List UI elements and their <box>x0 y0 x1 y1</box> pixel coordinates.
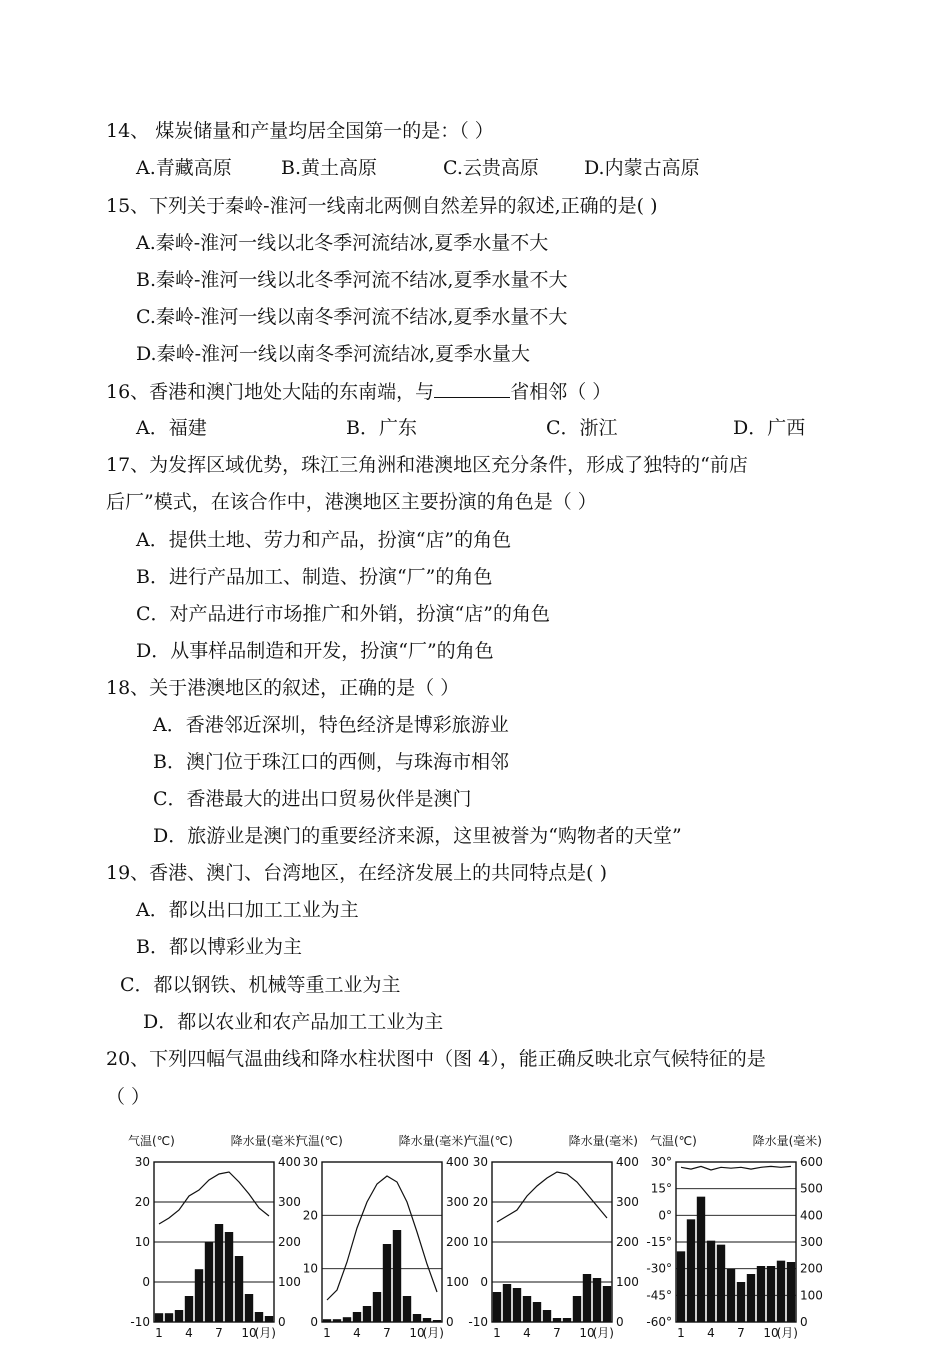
temperature-curve <box>681 1166 791 1170</box>
month-tick-label: 7 <box>737 1326 745 1340</box>
q16-option-d[interactable]: D．广西 <box>733 417 806 439</box>
q15-stem: 15、下列关于秦岭-淮河一线南北两侧自然差异的叙述,正确的是( ) <box>106 195 658 217</box>
precipitation-bar <box>737 1282 745 1322</box>
precipitation-tick-label: 400 <box>616 1155 639 1169</box>
q15-option-d[interactable]: D.秦岭-淮河一线以南冬季河流结冰,夏季水量大 <box>136 343 531 365</box>
precipitation-bar <box>215 1224 223 1322</box>
month-axis-label: (月) <box>776 1326 798 1340</box>
q14-stem: 14、 煤炭储量和产量均居全国第一的是：（ ） <box>106 120 494 142</box>
precipitation-bar <box>493 1292 501 1322</box>
precipitation-tick-label: 200 <box>616 1235 639 1249</box>
temperature-curve <box>159 1172 269 1224</box>
temperature-tick-label: 10 <box>302 1261 318 1276</box>
q16-stem-pre: 16、香港和澳门地处大陆的东南端，与 <box>106 381 435 403</box>
precipitation-tick-label: 200 <box>446 1235 469 1249</box>
precipitation-bar <box>573 1296 581 1322</box>
temperature-tick-label: 10 <box>134 1235 150 1249</box>
month-tick-label: 7 <box>383 1326 391 1340</box>
q19-stem: 19、香港、澳门、台湾地区，在经济发展上的共同特点是( ) <box>106 862 608 884</box>
precipitation-tick-label: 0 <box>800 1315 808 1329</box>
precipitation-bar <box>353 1312 361 1322</box>
q19-option-c[interactable]: C．都以钢铁、机械等重工业为主 <box>120 974 401 996</box>
precipitation-tick-label: 300 <box>446 1195 469 1209</box>
precipitation-bar <box>195 1269 203 1322</box>
temperature-tick-label: 20 <box>302 1208 318 1223</box>
precipitation-bar <box>403 1296 411 1322</box>
temperature-tick-label: 20 <box>472 1195 488 1209</box>
q18-stem: 18、关于港澳地区的叙述，正确的是（ ） <box>106 677 460 699</box>
precipitation-bar <box>543 1310 551 1322</box>
temperature-tick-label: 0 <box>310 1315 318 1329</box>
precipitation-bar <box>265 1316 273 1322</box>
precipitation-bar <box>583 1274 591 1322</box>
q20-stem-line2: （ ） <box>106 1086 151 1108</box>
q15-option-c[interactable]: C.秦岭-淮河一线以南冬季河流不结冰,夏季水量不大 <box>136 306 568 328</box>
q17-option-b[interactable]: B．进行产品加工、制造、扮演“厂”的角色 <box>136 566 493 588</box>
precipitation-tick-label: 200 <box>800 1261 823 1276</box>
precipitation-tick-label: 200 <box>278 1235 301 1249</box>
month-tick-label: 1 <box>493 1326 501 1340</box>
climate-chart-1 <box>128 1133 301 1340</box>
precipitation-tick-label: 300 <box>278 1195 301 1209</box>
precipitation-bar <box>717 1245 725 1322</box>
q18-option-d[interactable]: D．旅游业是澳门的重要经济来源，这里被誉为“购物者的天堂” <box>153 825 682 847</box>
q16-option-b[interactable]: B．广东 <box>346 417 417 439</box>
q14-option-c[interactable]: C.云贵高原 <box>443 157 539 179</box>
climate-chart-4 <box>646 1133 823 1340</box>
month-tick-label: 4 <box>185 1326 193 1340</box>
precipitation-bar <box>185 1296 193 1322</box>
q14-option-d[interactable]: D.内蒙古高原 <box>584 157 700 179</box>
precipitation-bar <box>363 1306 371 1322</box>
temperature-tick-label: -10 <box>468 1315 488 1329</box>
precipitation-bar <box>225 1232 233 1322</box>
precipitation-bar <box>747 1274 755 1322</box>
temperature-curve <box>497 1172 607 1222</box>
q20-stem-line1: 20、下列四幅气温曲线和降水柱状图中（图 4），能正确反映北京气候特征的是 <box>106 1048 766 1070</box>
climate-charts-svg <box>118 1130 828 1340</box>
temperature-tick-label: 30° <box>650 1155 672 1169</box>
precipitation-bar <box>383 1244 391 1322</box>
precipitation-bar <box>787 1262 795 1322</box>
month-tick-label: 7 <box>553 1326 561 1340</box>
plot-frame <box>322 1162 442 1322</box>
precipitation-bar <box>333 1319 341 1322</box>
temperature-tick-label: 30 <box>472 1155 488 1169</box>
precipitation-tick-label: 600 <box>800 1155 823 1169</box>
q19-option-d[interactable]: D．都以农业和农产品加工工业为主 <box>143 1011 444 1033</box>
precipitation-tick-label: 100 <box>800 1288 823 1303</box>
precipitation-bar <box>175 1310 183 1322</box>
precipitation-bar <box>677 1251 685 1322</box>
precipitation-bar <box>235 1256 243 1322</box>
q17-option-c[interactable]: C．对产品进行市场推广和外销，扮演“店”的角色 <box>136 603 550 625</box>
precipitation-tick-label: 300 <box>616 1195 639 1209</box>
precipitation-bar <box>205 1242 213 1322</box>
climate-charts <box>118 1130 828 1340</box>
precipitation-bar <box>563 1318 571 1322</box>
precipitation-axis-title: 降水量(毫米) <box>230 1134 300 1148</box>
precipitation-bar <box>423 1318 431 1322</box>
precipitation-bar <box>603 1286 611 1322</box>
precipitation-bar <box>777 1261 785 1322</box>
q17-option-d[interactable]: D．从事样品制造和开发，扮演“厂”的角色 <box>136 640 494 662</box>
precipitation-tick-label: 500 <box>800 1181 823 1196</box>
precipitation-bar <box>727 1269 735 1322</box>
temperature-tick-label: 15° <box>650 1181 672 1196</box>
month-tick-label: 10 <box>409 1326 425 1340</box>
precipitation-tick-label: 0 <box>616 1315 624 1329</box>
precipitation-tick-label: 0 <box>446 1315 454 1329</box>
q14-option-b[interactable]: B.黄土高原 <box>281 157 378 179</box>
month-axis-label: (月) <box>592 1326 614 1340</box>
temperature-tick-label: 0 <box>142 1275 150 1289</box>
temperature-tick-label: 0° <box>658 1208 672 1223</box>
q17-stem-line2: 后厂”模式，在该合作中，港澳地区主要扮演的角色是（ ） <box>106 491 597 513</box>
precipitation-bar <box>767 1266 775 1322</box>
month-tick-label: 10 <box>579 1326 595 1340</box>
precipitation-bar <box>393 1230 401 1322</box>
temperature-axis-title: 气温(℃) <box>466 1134 513 1148</box>
precipitation-tick-label: 100 <box>616 1275 639 1289</box>
q16-stem <box>106 379 611 404</box>
q15-option-b[interactable]: B.秦岭-淮河一线以北冬季河流不结冰,夏季水量不大 <box>136 269 568 291</box>
q19-option-b[interactable]: B．都以博彩业为主 <box>136 936 302 958</box>
month-axis-label: (月) <box>254 1326 276 1340</box>
month-tick-label: 10 <box>763 1326 779 1340</box>
precipitation-bar <box>697 1197 705 1322</box>
precipitation-axis-title: 降水量(毫米) <box>752 1134 822 1148</box>
month-tick-label: 4 <box>707 1326 715 1340</box>
precipitation-bar <box>343 1317 351 1322</box>
precipitation-axis-title: 降水量(毫米) <box>568 1134 638 1148</box>
q17-stem-line1: 17、为发挥区域优势，珠江三角洲和港澳地区充分条件，形成了独特的“前店 <box>106 454 748 476</box>
q16-answer-blank[interactable] <box>434 379 510 398</box>
precipitation-bar <box>323 1319 331 1322</box>
precipitation-bar <box>707 1241 715 1322</box>
month-axis-label: (月) <box>422 1326 444 1340</box>
temperature-tick-label: 30 <box>134 1155 150 1169</box>
temperature-tick-label: -45° <box>646 1288 672 1303</box>
precipitation-bar <box>165 1313 173 1322</box>
precipitation-tick-label: 400 <box>800 1208 823 1223</box>
precipitation-bar <box>413 1314 421 1322</box>
precipitation-bar <box>757 1266 765 1322</box>
precipitation-tick-label: 300 <box>800 1235 823 1249</box>
precipitation-bar <box>255 1312 263 1322</box>
precipitation-bar <box>373 1292 381 1322</box>
month-tick-label: 7 <box>215 1326 223 1340</box>
precipitation-bar <box>533 1302 541 1322</box>
temperature-tick-label: -15° <box>646 1235 672 1249</box>
precipitation-tick-label: 400 <box>278 1155 301 1169</box>
precipitation-bar <box>245 1294 253 1322</box>
temperature-tick-label: -30° <box>646 1261 672 1276</box>
month-tick-label: 1 <box>155 1326 163 1340</box>
precipitation-bar <box>155 1313 163 1322</box>
q19-option-a[interactable]: A．都以出口加工工业为主 <box>136 899 359 921</box>
month-tick-label: 4 <box>523 1326 531 1340</box>
precipitation-tick-label: 400 <box>446 1155 469 1169</box>
q16-option-c[interactable]: C．浙江 <box>546 417 618 439</box>
q16-option-a[interactable]: A．福建 <box>136 417 207 439</box>
precipitation-tick-label: 0 <box>278 1315 286 1329</box>
q18-option-b[interactable]: B．澳门位于珠江口的西侧，与珠海市相邻 <box>153 751 509 773</box>
month-tick-label: 1 <box>323 1326 331 1340</box>
precipitation-bar <box>553 1318 561 1322</box>
precipitation-tick-label: 100 <box>278 1275 301 1289</box>
precipitation-bar <box>433 1320 441 1322</box>
precipitation-bar <box>687 1219 695 1322</box>
precipitation-axis-title: 降水量(毫米) <box>398 1134 468 1148</box>
temperature-curve <box>327 1176 437 1300</box>
temperature-tick-label: -10 <box>130 1315 150 1329</box>
temperature-axis-title: 气温(℃) <box>650 1134 697 1148</box>
precipitation-bar <box>503 1284 511 1322</box>
q18-option-a[interactable]: A．香港邻近深圳，特色经济是博彩旅游业 <box>153 714 509 736</box>
temperature-tick-label: -60° <box>646 1315 672 1329</box>
climate-chart-3 <box>466 1133 639 1340</box>
q15-option-a[interactable]: A.秦岭-淮河一线以北冬季河流结冰,夏季水量不大 <box>136 232 549 254</box>
climate-chart-2 <box>296 1133 469 1340</box>
q14-option-a[interactable]: A.青藏高原 <box>136 157 232 179</box>
precipitation-bar <box>523 1296 531 1322</box>
temperature-tick-label: 0 <box>480 1275 488 1289</box>
precipitation-bar <box>593 1278 601 1322</box>
temperature-tick-label: 30 <box>302 1155 318 1169</box>
precipitation-tick-label: 100 <box>446 1275 469 1289</box>
month-tick-label: 4 <box>353 1326 361 1340</box>
temperature-axis-title: 气温(℃) <box>296 1134 343 1148</box>
month-tick-label: 1 <box>677 1326 685 1340</box>
q17-option-a[interactable]: A．提供土地、劳力和产品，扮演“店”的角色 <box>136 529 512 551</box>
q18-option-c[interactable]: C．香港最大的进出口贸易伙伴是澳门 <box>153 788 472 810</box>
precipitation-bar <box>513 1288 521 1322</box>
q16-stem-post: 省相邻（ ） <box>510 381 612 403</box>
temperature-tick-label: 20 <box>134 1195 150 1209</box>
temperature-axis-title: 气温(℃) <box>128 1134 175 1148</box>
temperature-tick-label: 10 <box>472 1235 488 1249</box>
month-tick-label: 10 <box>241 1326 257 1340</box>
